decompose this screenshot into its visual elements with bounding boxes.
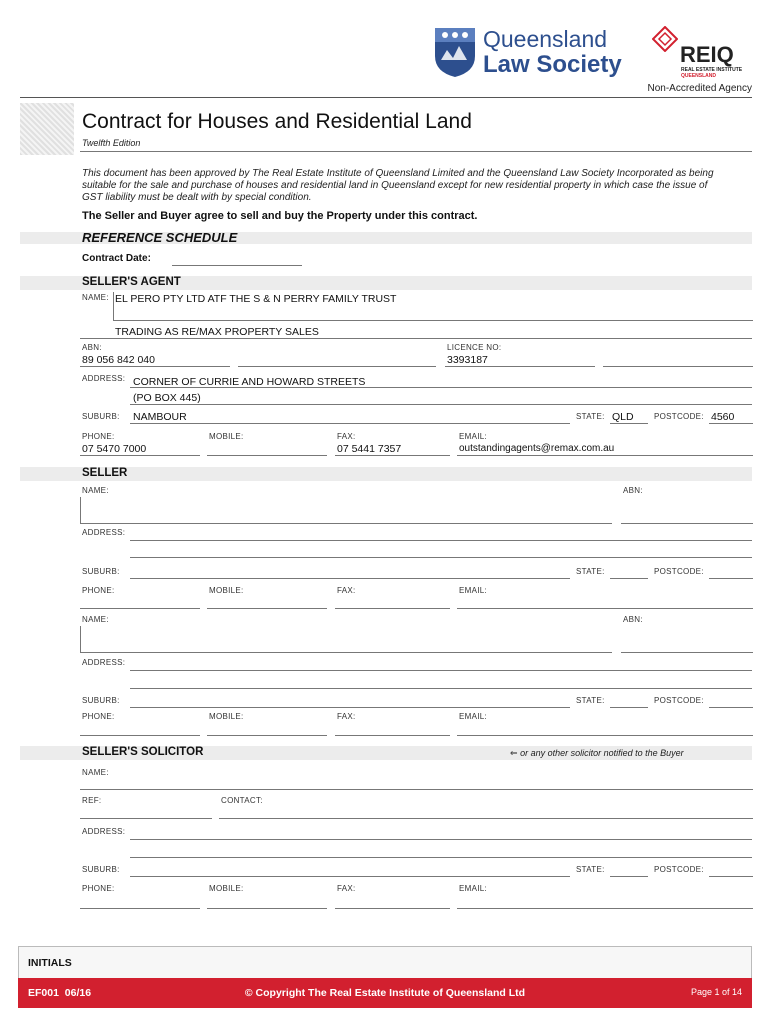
- solicitor-heading: SELLER'S SOLICITOR: [82, 746, 204, 758]
- agent-name-value[interactable]: EL PERO PTY LTD ATF THE S & N PERRY FAMILY TRUST: [115, 293, 397, 305]
- seller1-fax-field[interactable]: [335, 608, 450, 609]
- seller1-state-field[interactable]: [610, 578, 648, 579]
- solicitor-address-field-2[interactable]: [130, 857, 752, 858]
- seller1-address-field-2[interactable]: [130, 557, 752, 558]
- agent-email-label: EMAIL:: [459, 432, 488, 441]
- solicitor-suburb-field[interactable]: [130, 876, 570, 877]
- seller2-address-label: ADDRESS:: [82, 658, 126, 667]
- seller1-fax-label: FAX:: [337, 586, 356, 595]
- seller2-fax-label: FAX:: [337, 712, 356, 721]
- seller1-name-field-edge: [80, 497, 81, 523]
- solicitor-email-field[interactable]: [457, 908, 753, 909]
- agent-address-label: ADDRESS:: [82, 374, 126, 383]
- agent-address-line2[interactable]: (PO BOX 445): [133, 392, 201, 404]
- initials-box[interactable]: [18, 946, 752, 978]
- solicitor-postcode-label: POSTCODE:: [654, 865, 704, 874]
- agent-state-value[interactable]: QLD: [612, 411, 634, 423]
- seller1-suburb-label: SUBURB:: [82, 567, 120, 576]
- title-hatch-decoration: [20, 103, 74, 155]
- seller-header-bar: [20, 467, 752, 481]
- agent-address-field-2[interactable]: [130, 404, 752, 405]
- seller2-mobile-field[interactable]: [207, 735, 327, 736]
- reference-schedule-heading: REFERENCE SCHEDULE: [82, 230, 238, 245]
- agent-licence-label: LICENCE NO:: [447, 343, 502, 352]
- solicitor-note-text: or any other solicitor notified to the Buyer: [520, 748, 684, 758]
- seller1-address-field-1[interactable]: [130, 540, 752, 541]
- qls-brand-line2: Law Society: [483, 51, 622, 78]
- solicitor-phone-field[interactable]: [80, 908, 200, 909]
- qls-brand-line1: Queensland: [483, 26, 608, 52]
- intro-paragraph: This document has been approved by The Real Estate Institute of Queensland Limited and the Queensland Law Society Incorporated as being suitable for the sale and purchase of houses and residential land in Queensland except for new residential property in which case the issue of GST liability must be dealt with by special condition.: [82, 168, 714, 203]
- reiq-sub1: REAL ESTATE INSTITUTE: [681, 67, 743, 73]
- qls-logo: [433, 26, 643, 80]
- copyright-notice: © Copyright The Real Estate Institute of Queensland Ltd: [244, 987, 526, 999]
- agent-state-field[interactable]: [610, 423, 648, 424]
- seller1-postcode-label: POSTCODE:: [654, 567, 704, 576]
- seller2-state-label: STATE:: [576, 696, 605, 705]
- agent-fax-value[interactable]: 07 5441 7357: [337, 443, 402, 455]
- seller1-email-field[interactable]: [457, 608, 753, 609]
- solicitor-ref-label: REF:: [82, 796, 102, 805]
- solicitor-fax-field[interactable]: [335, 908, 450, 909]
- agent-suburb-label: SUBURB:: [82, 412, 120, 421]
- agent-state-label: STATE:: [576, 412, 605, 421]
- contract-date-label: Contract Date:: [82, 253, 151, 264]
- seller1-name-label: NAME:: [82, 486, 109, 495]
- reiq-name: REIQ: [680, 42, 734, 67]
- solicitor-address-label: ADDRESS:: [82, 827, 126, 836]
- solicitor-mobile-label: MOBILE:: [209, 884, 244, 893]
- seller2-postcode-label: POSTCODE:: [654, 696, 704, 705]
- agent-mobile-label: MOBILE:: [209, 432, 244, 441]
- seller1-mobile-field[interactable]: [207, 608, 327, 609]
- seller1-postcode-field[interactable]: [709, 578, 753, 579]
- seller2-abn-label: ABN:: [623, 615, 643, 624]
- title-rule: [80, 151, 752, 152]
- edition-label: Twelfth Edition: [82, 138, 141, 148]
- solicitor-mobile-field[interactable]: [207, 908, 327, 909]
- seller2-phone-field[interactable]: [80, 735, 200, 736]
- solicitor-name-label: NAME:: [82, 768, 109, 777]
- solicitor-ref-field[interactable]: [80, 818, 212, 819]
- solicitor-state-label: STATE:: [576, 865, 605, 874]
- solicitor-postcode-field[interactable]: [709, 876, 753, 877]
- seller2-name-field[interactable]: [80, 652, 612, 653]
- seller2-phone-label: PHONE:: [82, 712, 115, 721]
- agent-postcode-value[interactable]: 4560: [711, 411, 735, 423]
- agent-fax-label: FAX:: [337, 432, 356, 441]
- contract-title: Contract for Houses and Residential Land: [82, 110, 472, 133]
- seller2-suburb-field[interactable]: [130, 707, 570, 708]
- agent-name-field-edge: [113, 292, 114, 320]
- agent-trading-as-field[interactable]: [80, 338, 752, 339]
- agent-postcode-field[interactable]: [709, 423, 753, 424]
- arrow-left-icon: ⇐: [510, 748, 518, 758]
- seller2-mobile-label: MOBILE:: [209, 712, 244, 721]
- seller2-abn-field[interactable]: [621, 652, 753, 653]
- seller1-name-field[interactable]: [80, 523, 612, 524]
- agent-phone-field[interactable]: [80, 455, 200, 456]
- agent-trading-as-value[interactable]: TRADING AS RE/MAX PROPERTY SALES: [115, 326, 319, 338]
- seller1-abn-label: ABN:: [623, 486, 643, 495]
- solicitor-contact-label: CONTACT:: [221, 796, 263, 805]
- agent-abn-value[interactable]: 89 056 842 040: [82, 354, 155, 366]
- seller2-suburb-label: SUBURB:: [82, 696, 120, 705]
- header-rule: [20, 97, 752, 98]
- agent-name-label: NAME:: [82, 293, 109, 302]
- seller2-fax-field[interactable]: [335, 735, 450, 736]
- page-number: Page 1 of 14: [690, 987, 742, 997]
- agent-email-field[interactable]: [457, 455, 753, 456]
- agent-abn-field-1[interactable]: [80, 366, 230, 367]
- agent-fax-field[interactable]: [335, 455, 450, 456]
- contract-date-field[interactable]: [172, 265, 302, 266]
- agent-licence-field-2[interactable]: [603, 366, 753, 367]
- solicitor-contact-field[interactable]: [219, 818, 753, 819]
- agent-email-value[interactable]: outstandingagents@remax.com.au: [459, 443, 615, 454]
- agency-status: Non-Accredited Agency: [647, 83, 752, 94]
- solicitor-phone-label: PHONE:: [82, 884, 115, 893]
- agent-address-field-1[interactable]: [130, 387, 752, 388]
- seller2-postcode-field[interactable]: [709, 707, 753, 708]
- solicitor-note: [510, 748, 684, 759]
- agent-mobile-field[interactable]: [207, 455, 327, 456]
- seller2-email-field[interactable]: [457, 735, 753, 736]
- seller1-phone-label: PHONE:: [82, 586, 115, 595]
- seller2-address-field-2[interactable]: [130, 688, 752, 689]
- reiq-logo: [652, 24, 752, 80]
- agent-name-field[interactable]: [113, 320, 753, 321]
- seller1-abn-field[interactable]: [621, 523, 753, 524]
- seller1-suburb-field[interactable]: [130, 578, 570, 579]
- seller-heading: SELLER: [82, 467, 128, 479]
- form-code: EF001 06/16: [28, 987, 92, 999]
- agent-address-line1[interactable]: CORNER OF CURRIE AND HOWARD STREETS: [133, 376, 366, 388]
- agent-phone-label: PHONE:: [82, 432, 115, 441]
- solicitor-address-field-1[interactable]: [130, 839, 752, 840]
- sellers-agent-heading: SELLER'S AGENT: [82, 276, 181, 288]
- seller2-name-label: NAME:: [82, 615, 109, 624]
- seller1-mobile-label: MOBILE:: [209, 586, 244, 595]
- solicitor-email-label: EMAIL:: [459, 884, 488, 893]
- agent-suburb-value[interactable]: NAMBOUR: [133, 411, 187, 423]
- solicitor-suburb-label: SUBURB:: [82, 865, 120, 874]
- reiq-sub2: QUEENSLAND: [681, 73, 717, 79]
- initials-label: INITIALS: [28, 957, 72, 969]
- agent-licence-value[interactable]: 3393187: [447, 354, 488, 366]
- seller1-address-label: ADDRESS:: [82, 528, 126, 537]
- seller2-name-field-edge: [80, 626, 81, 652]
- seller2-address-field-1[interactable]: [130, 670, 752, 671]
- seller1-state-label: STATE:: [576, 567, 605, 576]
- seller2-email-label: EMAIL:: [459, 712, 488, 721]
- agent-postcode-label: POSTCODE:: [654, 412, 704, 421]
- agent-abn-label: ABN:: [82, 343, 102, 352]
- agent-suburb-field[interactable]: [130, 423, 570, 424]
- solicitor-name-field[interactable]: [80, 789, 753, 790]
- solicitor-state-field[interactable]: [610, 876, 648, 877]
- solicitor-fax-label: FAX:: [337, 884, 356, 893]
- seller1-phone-field[interactable]: [80, 608, 200, 609]
- qls-crest-icon: [433, 26, 477, 78]
- seller1-email-label: EMAIL:: [459, 586, 488, 595]
- agent-licence-field-1[interactable]: [445, 366, 595, 367]
- agreement-statement: The Seller and Buyer agree to sell and buy the Property under this contract.: [82, 210, 478, 222]
- agent-phone-value[interactable]: 07 5470 7000: [82, 443, 147, 455]
- reiq-diamond-icon: [652, 26, 678, 52]
- agent-abn-field-2[interactable]: [238, 366, 436, 367]
- seller2-state-field[interactable]: [610, 707, 648, 708]
